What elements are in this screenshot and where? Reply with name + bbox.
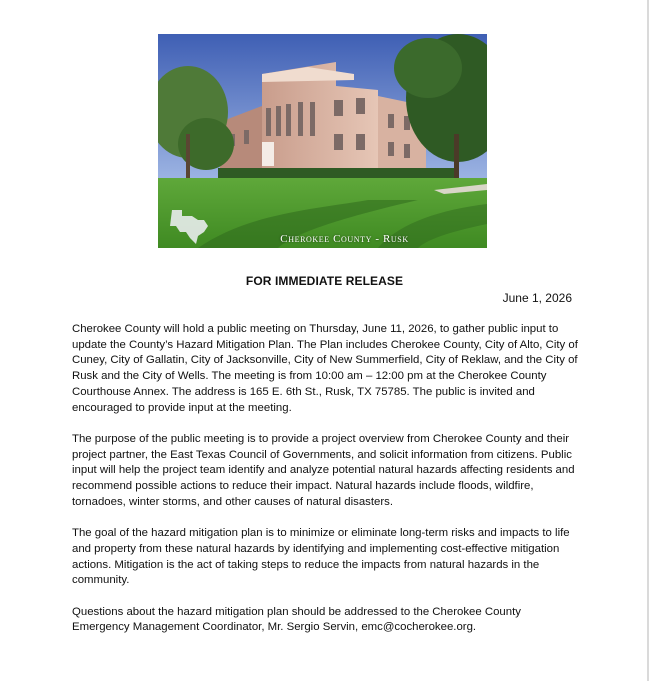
paragraph-contact: Questions about the hazard mitigation plan should be addressed to the Cherokee County Emergency Management Coordinator, Mr. Sergio Servin, emc@cocherokee.org.	[72, 605, 521, 634]
paragraph-plan-goal: The goal of the hazard mitigation plan is to minimize or eliminate long-term risks and impacts to life and property from these natural hazards by identifying and implementing cost-effective mitigation actions. Mitigation is the act of taking steps to reduce the impacts from natural hazards in the community.	[72, 527, 570, 587]
press-release-body	[72, 322, 578, 652]
paragraph-meeting-details: Cherokee County will hold a public meeting on Thursday, June 11, 2026, to gather public input to update the County’s Hazard Mitigation Plan. The Plan includes Cherokee County, City of Alto, City of Cuney, City of Gallatin, City of Jacksonville, City of New Summerfield, City of Reklaw, and the City of Rusk and the City of Wells. The meeting is from 10:00 am – 12:00 pm at the Cherokee County Courthouse Annex. The address is 165 E. 6th St., Rusk, TX 75785. The public is invited and encouraged to provide input at the meeting.	[72, 323, 578, 414]
release-date: June 1, 2026	[502, 291, 572, 305]
photo-caption: Cherokee County - Rusk	[280, 233, 409, 245]
release-heading: FOR IMMEDIATE RELEASE	[245, 274, 404, 288]
courthouse-illustration	[158, 34, 487, 248]
paragraph-meeting-purpose: The purpose of the public meeting is to provide a project overview from Cherokee County and their project partner, the East Texas Council of Governments, and solicit information from citizens. Public input will help the project team identify and analyze potential natural hazards affecting residents and recommend possible actions to reduce their impact. Natural hazards include floods, wildfire, tornadoes, winter storms, and other causes of natural disasters.	[72, 432, 575, 508]
courthouse-photo	[158, 34, 487, 248]
